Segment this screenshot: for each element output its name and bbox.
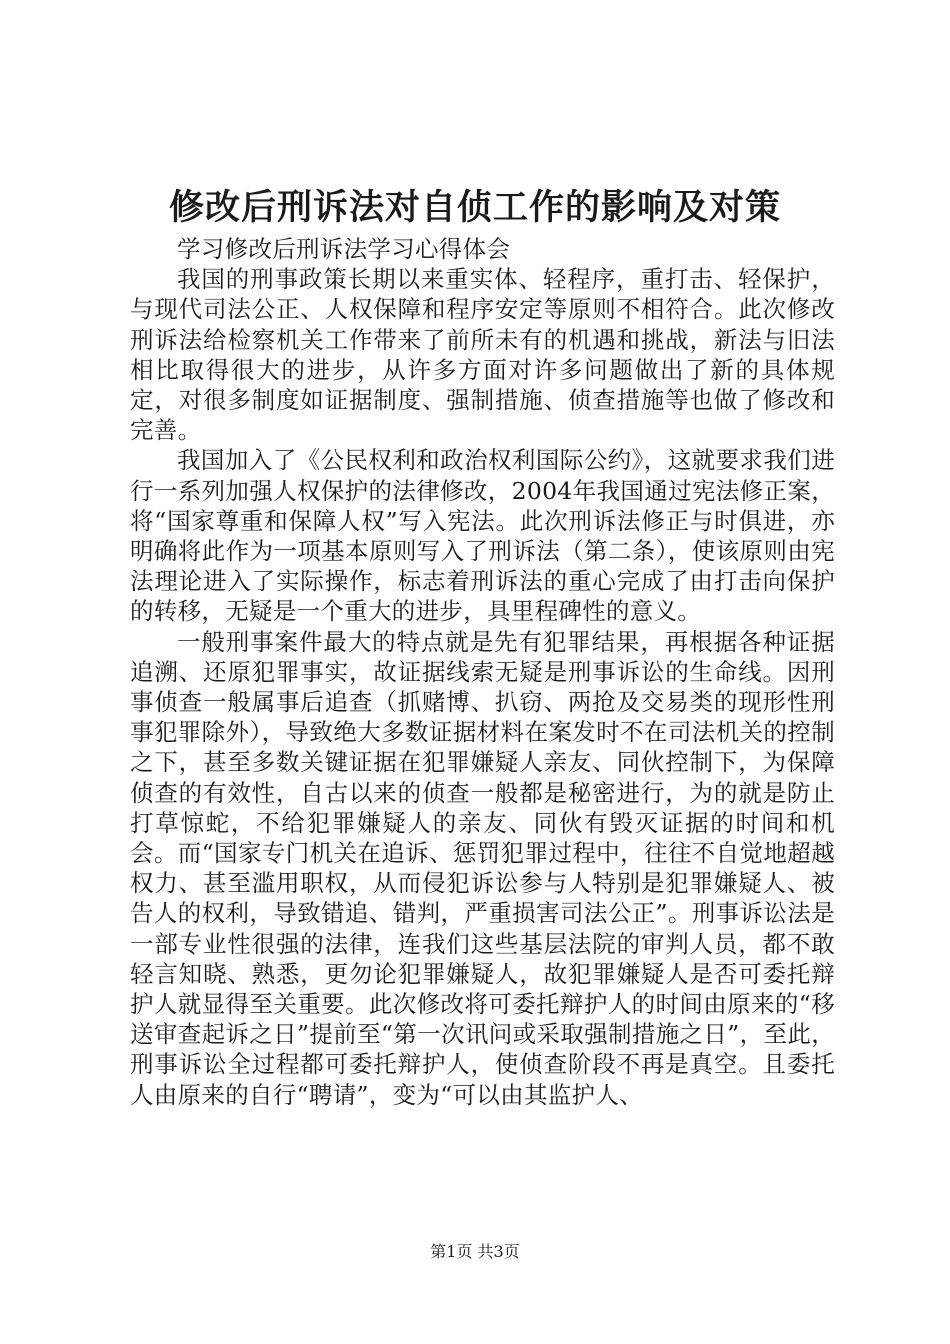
document-subtitle: 学习修改后刑诉法学习心得体会 <box>177 235 511 263</box>
document-title: 修改后刑诉法对自侦工作的影响及对策 <box>168 187 781 228</box>
paragraph-3: 一般刑事案件最大的特点就是先有犯罪结果，再根据各种证据追溯、还原犯罪事实，故证据线索无疑是刑事诉讼的生命线。因刑事侦查一般属事后追查（抓赌博、扒窃、两抢及交易类的现形性刑事犯罪除外），导致绝大多数证据材料在案发时不在司法机关的控制之下，甚至多数关键证据在犯罪嫌疑人亲友、同伙控制下，为保障侦查的有效性，自古以来的侦查一般都是秘密进行，为的就是防止打草惊蛇，不给犯罪嫌疑人的亲友、同伙有毁灭证据的时间和机会。而“国家专门机关在追诉、惩罚犯罪过程中，往往不自觉地超越权力、甚至滥用职权，从而侵犯诉讼参与人特别是犯罪嫌疑人、被告人的权利，导致错追、错判，严重损害司法公正”。刑事诉讼法是一部专业性很强的法律，连我们这些基层法院的审判人员，都不敢轻言知晓、熟悉，更勿论犯罪嫌疑人，故犯罪嫌疑人是否可委托辩护人就显得至关重要。此次修改将可委托辩护人的时间由原来的“移送审查起诉之日”提前至“第一次讯问或采取强制措施之日”，至此，刑事诉讼全过程都可委托辩护人，使侦查阶段不再是真空。且委托人由原来的自行“聘请”，变为“可以由其监护人、 <box>130 627 835 1109</box>
paragraph-2: 我国加入了《公民权利和政治权利国际公约》，这就要求我们进行一系列加强人权保护的法律修改，2004年我国通过宪法修正案，将“国家尊重和保障人权”写入宪法。此次刑诉法修正与时俱进，亦明确将此作为一项基本原则写入了刑诉法（第二条），使该原则由宪法理论进入了实际操作，标志着刑诉法的重心完成了由打击向保护的转移，无疑是一个重大的进步，具里程碑性的意义。 <box>130 446 835 626</box>
document-body <box>130 234 835 1110</box>
paragraph-1: 我国的刑事政策长期以来重实体、轻程序，重打击、轻保护，与现代司法公正、人权保障和程序安定等原则不相符合。此次修改刑诉法给检察机关工作带来了前所未有的机遇和挑战，新法与旧法相比取得很大的进步，从许多方面对许多问题做出了新的具体规定，对很多制度如证据制度、强制措施、侦查措施等也做了修改和完善。 <box>130 265 835 445</box>
page-footer: 第1页 共3页 <box>430 1242 520 1261</box>
